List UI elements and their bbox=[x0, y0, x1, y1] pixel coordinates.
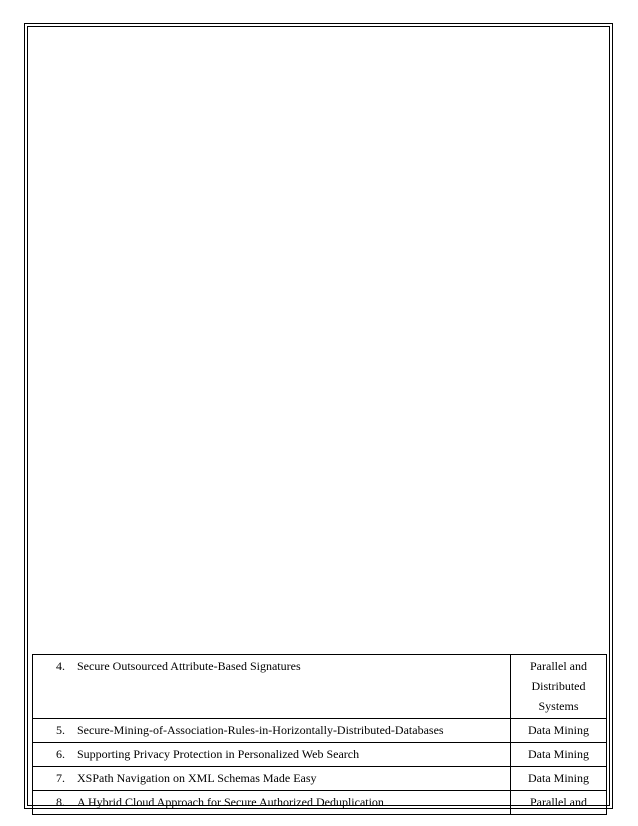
project-domain: Data Mining bbox=[511, 743, 607, 767]
project-title: Secure Outsourced Attribute-Based Signatures bbox=[77, 659, 301, 673]
row-number: 7. bbox=[56, 771, 65, 785]
project-title-cell bbox=[33, 655, 511, 719]
project-table bbox=[32, 654, 607, 815]
table-row bbox=[33, 767, 607, 791]
project-title: A Hybrid Cloud Approach for Secure Authorized Deduplication bbox=[77, 795, 384, 809]
table-row bbox=[33, 743, 607, 767]
row-number: 8. bbox=[56, 795, 65, 809]
row-number: 4. bbox=[56, 659, 65, 673]
project-title: Supporting Privacy Protection in Personalized Web Search bbox=[77, 747, 360, 761]
project-title: Secure-Mining-of-Association-Rules-in-Horizontally-Distributed-Databases bbox=[77, 723, 444, 737]
project-title-cell bbox=[33, 743, 511, 767]
project-title-cell bbox=[33, 719, 511, 743]
row-number: 5. bbox=[56, 723, 65, 737]
project-title-cell bbox=[33, 767, 511, 791]
project-title-cell bbox=[33, 791, 511, 815]
project-domain: Parallel and bbox=[511, 791, 607, 815]
table-row bbox=[33, 655, 607, 719]
project-domain: Data Mining bbox=[511, 767, 607, 791]
row-number: 6. bbox=[56, 747, 65, 761]
table-row bbox=[33, 719, 607, 743]
project-domain: Data Mining bbox=[511, 719, 607, 743]
project-domain: Parallel and Distributed Systems bbox=[511, 655, 607, 719]
project-title: XSPath Navigation on XML Schemas Made Easy bbox=[77, 771, 317, 785]
table-row bbox=[33, 791, 607, 815]
